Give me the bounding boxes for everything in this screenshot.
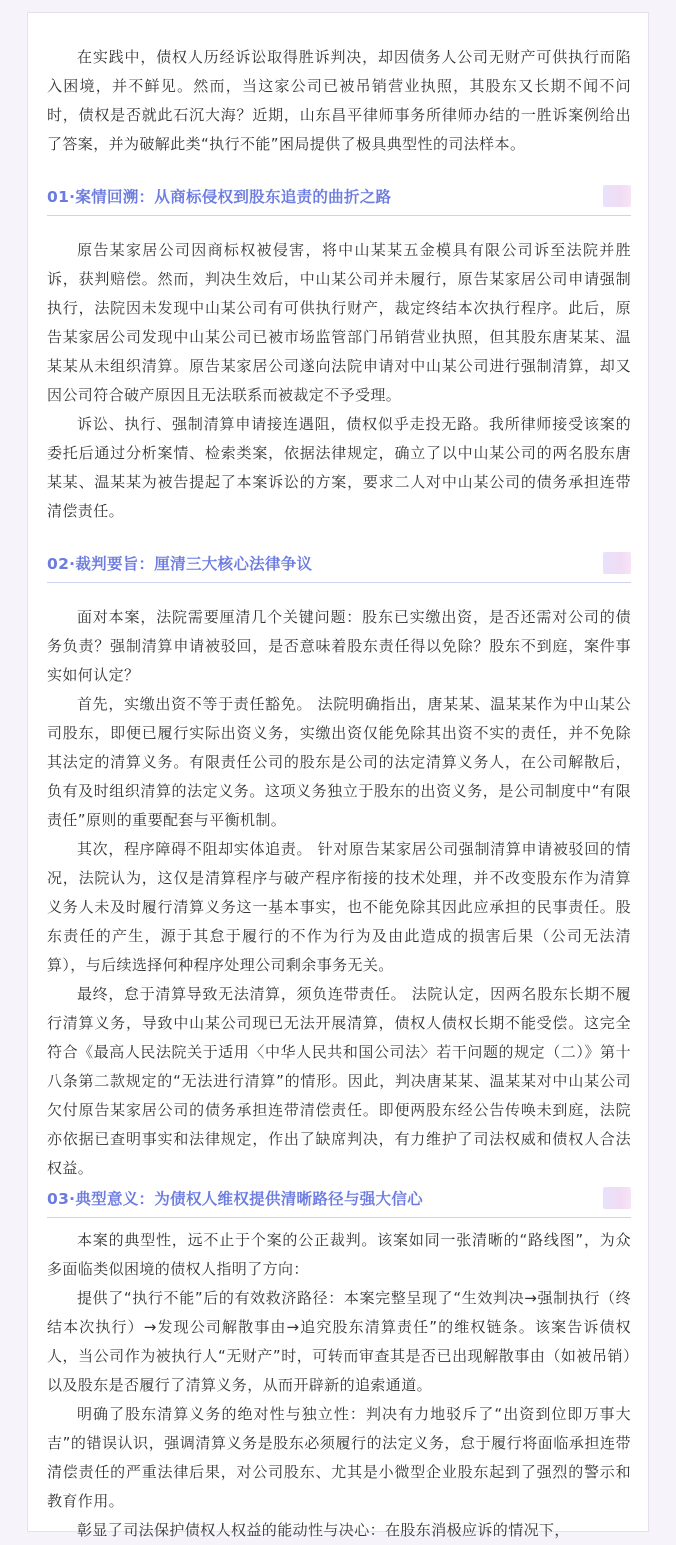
section3-paragraph: 彰显了司法保护债权人权益的能动性与决心：在股东消极应诉的情况下，	[77, 1521, 570, 1539]
heading-decoration	[603, 1187, 631, 1209]
article-card	[27, 12, 649, 1539]
section2-paragraph: 最终，怠于清算导致无法清算，须负连带责任。 法院认定，因两名股东长期不履行清算义务，导致中山某公司现已无法开展清算，债权人债权长期不能受偿。这完全符合《最高人民法院关于适用〈中华人民共和国公司法〉若干问题的规定（二）》第十八条第二款规定的“无法进行清算”的情形。因此，判决唐某某、温某某对中山某公司欠付原告某家居公司的债务承担连带清偿责任。即便两股东经公告传唤未到庭，法院亦依据已查明事实和法律规定，作出了缺席判决，有力维护了司法权威和债权人合法权益。	[47, 985, 631, 1177]
section-heading-1	[47, 181, 631, 216]
section2-paragraph: 首先，实缴出资不等于责任豁免。 法院明确指出，唐某某、温某某作为中山某公司股东，即便已履行实际出资义务，实缴出资仅能免除其出资不实的责任，并不免除其法定的清算义务。有限责任公司的股东是公司的法定清算义务人，在公司解散后，负有及时组织清算的法定义务。这项义务独立于股东的出资义务，是公司制度中“有限责任”原则的重要配套与平衡机制。	[47, 695, 631, 829]
section3-paragraph: 提供了“执行不能”后的有效救济路径：本案完整呈现了“生效判决→强制执行（终结本次执行）→发现公司解散事由→追究股东清算责任”的维权链条。该案告诉债权人，当公司作为被执行人“无财产”时，可转而审查其是否已出现解散事由（如被吊销）以及股东是否履行了清算义务，从而开辟新的追索通道。	[47, 1289, 631, 1394]
section3-paragraph: 本案的典型性，远不止于个案的公正裁判。该案如同一张清晰的“路线图”，为众多面临类似困境的债权人指明了方向：	[47, 1231, 631, 1278]
section-title-1: 01·案情回溯：从商标侵权到股东追责的曲折之路	[47, 188, 392, 206]
heading-decoration	[603, 552, 631, 574]
section2-paragraph: 其次，程序障碍不阻却实体追责。 针对原告某家居公司强制清算申请被驳回的情况，法院认为，这仅是清算程序与破产程序衔接的技术处理，并不改变股东作为清算义务人未及时履行清算义务这一基本事实，也不能免除其因此应承担的民事责任。股东责任的产生，源于其怠于履行的不作为行为及由此造成的损害后果（公司无法清算），与后续选择何种程序处理公司剩余事务无关。	[47, 840, 631, 974]
section1-paragraph: 诉讼、执行、强制清算申请接连遇阻，债权似乎走投无路。我所律师接受该案的委托后通过分析案情、检索类案，依据法律规定，确立了以中山某公司的两名股东唐某某、温某某为被告提起了本案诉讼的方案，要求二人对中山某公司的债务承担连带清偿责任。	[47, 415, 631, 520]
section-title-2: 02·裁判要旨：厘清三大核心法律争议	[47, 555, 313, 573]
section3-paragraph: 明确了股东清算义务的绝对性与独立性：判决有力地驳斥了“出资到位即万事大吉”的错误认识，强调清算义务是股东必须履行的法定义务，怠于履行将面临承担连带清偿责任的严重法律后果，对公司股东、尤其是小微型企业股东起到了强烈的警示和教育作用。	[47, 1405, 631, 1510]
article-body	[47, 43, 631, 1545]
section1-paragraph: 原告某家居公司因商标权被侵害，将中山某某五金模具有限公司诉至法院并胜诉，获判赔偿。然而，判决生效后，中山某公司并未履行，原告某家居公司申请强制执行，法院因未发现中山某公司有可供执行财产，裁定终结本次执行程序。此后，原告某家居公司发现中山某公司已被市场监管部门吊销营业执照，但其股东唐某某、温某某从未组织清算。原告某家居公司遂向法院申请对中山某公司进行强制清算，却又因公司符合破产原因且无法联系而被裁定不予受理。	[47, 241, 631, 404]
section-heading-3	[47, 1183, 631, 1218]
intro-paragraph: 在实践中，债权人历经诉讼取得胜诉判决，却因债务人公司无财产可供执行而陷入困境，并不鲜见。然而，当这家公司已被吊销营业执照，其股东又长期不闻不问时，债权是否就此石沉大海？近期，山东昌平律师事务所律师办结的一胜诉案例给出了答案，并为破解此类“执行不能”困局提供了极具典型性的司法样本。	[47, 48, 631, 153]
section-heading-2	[47, 548, 631, 583]
section-title-3: 03·典型意义：为债权人维权提供清晰路径与强大信心	[47, 1190, 423, 1208]
heading-decoration	[603, 185, 631, 207]
section2-paragraph: 面对本案，法院需要厘清几个关键问题：股东已实缴出资，是否还需对公司的债务负责？强制清算申请被驳回，是否意味着股东责任得以免除？股东不到庭，案件事实如何认定？	[47, 608, 631, 684]
